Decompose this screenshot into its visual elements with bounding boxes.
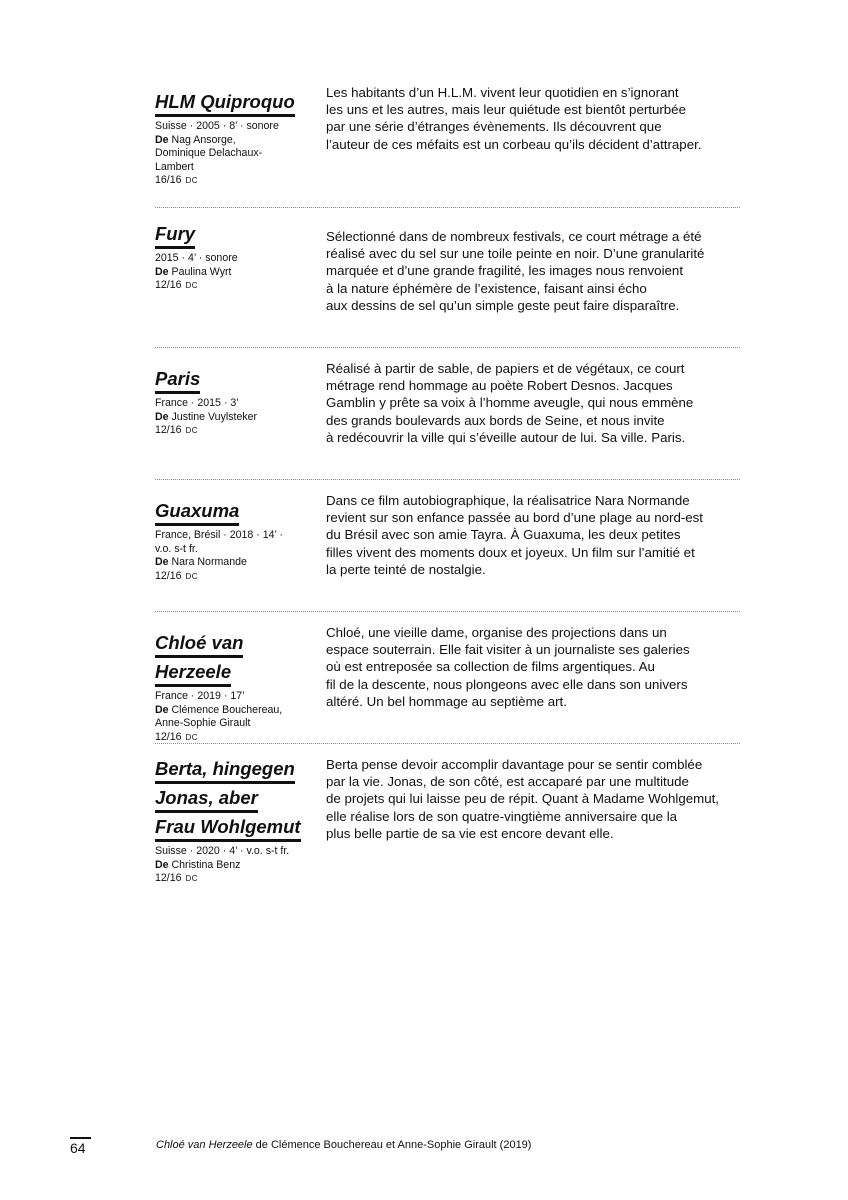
film-details: 2015 · 4’ · sonore (155, 252, 238, 264)
film-meta (155, 690, 315, 744)
rating-value: 12/16 (155, 279, 182, 292)
film-rating (155, 731, 315, 745)
film-title-line: Fury (155, 222, 195, 249)
film-title-line: Herzeele (155, 660, 231, 687)
film-details: France, Brésil · 2018 · 14’ · v.o. s-t fr. (155, 529, 283, 555)
director-label: De (155, 556, 169, 569)
director-line: Nara Normande (171, 556, 247, 569)
rating-value: 12/16 (155, 872, 182, 885)
description-line: la perte teinté de nostalgie. (326, 561, 486, 577)
film-rating (155, 174, 315, 188)
film-director (155, 859, 315, 873)
rating-value: 12/16 (155, 569, 182, 582)
film-rating (155, 279, 315, 293)
film-info (155, 84, 315, 188)
rating-value: 16/16 (155, 174, 182, 187)
director-label: De (155, 858, 169, 871)
film-entry (155, 216, 740, 348)
description-line: de projets qui lui laisse peu de répit. Quant à Madame Wohlgemut, (326, 791, 719, 807)
film-title-line: Guaxuma (155, 499, 239, 526)
director-label: De (155, 265, 169, 278)
film-rating (155, 872, 315, 886)
director-label: De (155, 703, 169, 716)
film-title-line: HLM Quiproquo (155, 90, 295, 117)
film-description (326, 360, 746, 446)
film-entry (155, 480, 740, 612)
description-line: réalisé avec du sel sur une toile peinte en noir. D’une granularité (326, 246, 705, 262)
film-title (155, 499, 315, 528)
description-line: des grands boulevards aux bords de Seine, et nous invite (326, 412, 665, 428)
director-line: Lambert (155, 160, 194, 173)
director-line: Dominique Delachaux- (155, 147, 263, 160)
description-line: à la nature éphémère de l’existence, faisant ainsi écho (326, 280, 647, 296)
film-title-line: Berta, hingegen (155, 757, 295, 784)
description-line: plus belle partie de sa vie est encore devant elle. (326, 825, 614, 841)
film-entry (155, 612, 740, 744)
rating-value: 12/16 (155, 424, 182, 437)
film-info (155, 625, 315, 744)
description-line: Chloé, une vieille dame, organise des projections dans un (326, 625, 667, 640)
rating-tag: DC (185, 732, 199, 742)
rating-tag: DC (185, 176, 199, 186)
director-label: De (155, 133, 169, 146)
film-title-line: Frau Wohlgemut (155, 815, 301, 842)
description-line: Dans ce film autobiographique, la réalisatrice Nara Normande (326, 493, 690, 508)
film-info (155, 751, 315, 886)
film-title (155, 757, 315, 844)
film-meta (155, 845, 315, 886)
film-meta (155, 252, 315, 293)
description-line: les uns et les autres, mais leur quiétude est bientôt perturbée (326, 102, 686, 118)
description-line: elle réalise lors de son quatre-vingtième anniversaire que la (326, 808, 678, 824)
film-title (155, 90, 315, 119)
film-title (155, 631, 315, 689)
description-line: Réalisé à partir de sable, de papiers et de végétaux, ce court (326, 361, 685, 376)
film-description (326, 84, 746, 153)
rating-tag: DC (185, 874, 199, 884)
description-line: où est entreposée sa collection de films argentiques. Au (326, 659, 655, 675)
film-description (326, 624, 746, 710)
film-meta (155, 120, 315, 188)
description-line: Sélectionné dans de nombreux festivals, ce court métrage a été (326, 229, 702, 244)
film-entry (155, 348, 740, 480)
film-title-line: Jonas, aber (155, 786, 258, 813)
film-meta (155, 529, 293, 583)
rating-tag: DC (185, 426, 199, 436)
description-line: Berta pense devoir accomplir davantage pour se sentir comblée (326, 757, 703, 772)
description-line: marquée et d’une grande fragilité, les images nous renvoient (326, 263, 684, 279)
page-number: 64 (70, 1137, 91, 1156)
description-line: à redécouvrir la ville qui s’éveille autour de lui. Sa ville. Paris. (326, 429, 686, 445)
director-line: Justine Vuylsteker (171, 410, 258, 423)
film-entry (155, 744, 740, 884)
film-title-line: Paris (155, 367, 200, 394)
director-line: Clémence Bouchereau, (171, 703, 283, 716)
director-line: Christina Benz (171, 858, 241, 871)
film-description (326, 756, 746, 842)
description-line: altéré. Un bel hommage au septième art. (326, 693, 567, 709)
film-title (155, 367, 315, 396)
film-director (155, 266, 315, 280)
film-details: Suisse · 2020 · 4’ · v.o. s-t fr. (155, 845, 290, 857)
caption-credits: de Clémence Bouchereau et Anne-Sophie Girault (2019) (252, 1139, 532, 1151)
description-line: métrage rend hommage au poète Robert Desnos. Jacques (326, 378, 673, 394)
description-line: aux dessins de sel qu’un simple geste peut faire disparaître. (326, 297, 680, 313)
film-list (155, 84, 740, 884)
film-meta (155, 397, 315, 438)
film-entry (155, 84, 740, 208)
rating-tag: DC (185, 281, 199, 291)
film-director (155, 411, 315, 425)
footer-caption (156, 1139, 531, 1151)
description-line: revient sur son enfance passée au bord d’une plage au nord-est (326, 510, 704, 526)
director-line: Nag Ansorge, (171, 133, 236, 146)
film-rating (155, 570, 293, 584)
description-line: espace souterrain. Elle fait visiter à un journaliste ses galeries (326, 642, 690, 658)
film-details: Suisse · 2005 · 8’ · sonore (155, 120, 279, 132)
description-line: Gamblin y prête sa voix à l’homme aveugle, qui nous emmène (326, 395, 694, 411)
description-line: l’auteur de ces méfaits est un corbeau qu’ils décident d’attraper. (326, 136, 702, 152)
description-line: Les habitants d’un H.L.M. vivent leur quotidien en s’ignorant (326, 85, 679, 100)
film-title (155, 222, 315, 251)
film-description (326, 492, 746, 578)
film-info (155, 493, 315, 583)
caption-film-title: Chloé van Herzeele (156, 1139, 253, 1151)
director-line: Paulina Wyrt (171, 265, 232, 278)
film-details: France · 2019 · 17’ (155, 690, 245, 702)
film-details: France · 2015 · 3’ (155, 397, 239, 409)
description-line: fil de la descente, nous plongeons avec elle dans son univers (326, 676, 688, 692)
description-line: filles vivent des moments doux et joyeux. Un film sur l’amitié et (326, 544, 695, 560)
film-info (155, 216, 315, 293)
description-line: par une série d’étranges évènements. Ils découvrent que (326, 119, 662, 135)
film-info (155, 361, 315, 438)
rating-value: 12/16 (155, 730, 182, 743)
rating-tag: DC (185, 571, 199, 581)
film-title-line: Chloé van (155, 631, 243, 658)
film-director (155, 134, 315, 148)
director-line: Anne-Sophie Girault (155, 717, 251, 730)
film-description (326, 228, 746, 314)
film-director (155, 704, 315, 718)
description-line: par la vie. Jonas, de son côté, est accaparé par une multitude (326, 774, 689, 790)
description-line: du Brésil avec son amie Tayra. À Guaxuma, les deux petites (326, 527, 681, 543)
film-rating (155, 424, 315, 438)
director-label: De (155, 410, 169, 423)
film-director (155, 556, 293, 570)
